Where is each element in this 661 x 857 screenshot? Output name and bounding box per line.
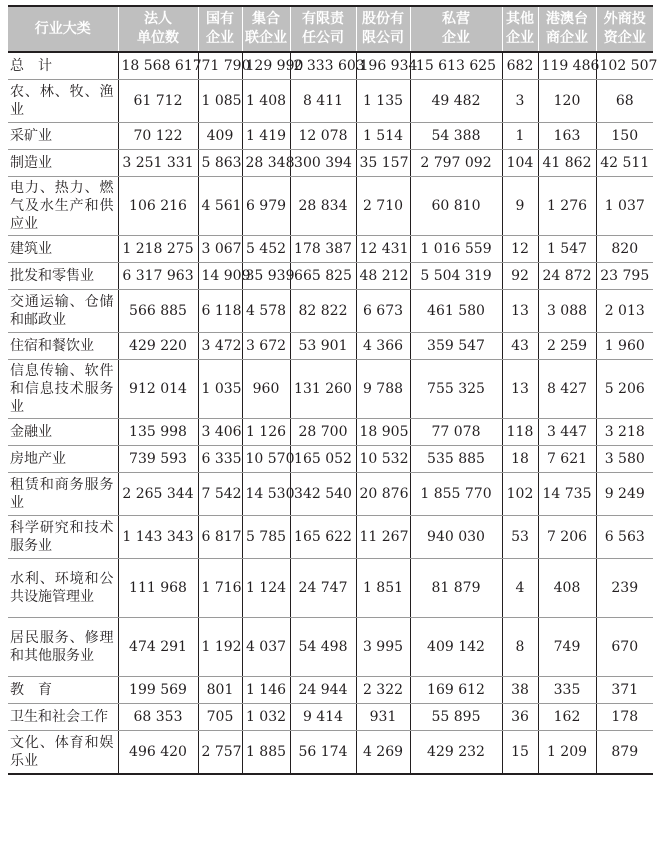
value-cell: 3 088 [538,290,596,333]
industry-name-cell: 水利、环境和公共设施管理业 [8,559,118,618]
industry-name-cell: 居民服务、修理和其他服务业 [8,618,118,677]
value-cell: 24 872 [538,263,596,290]
value-cell: 6 673 [356,290,410,333]
column-header-private [410,6,502,52]
value-cell: 7 206 [538,516,596,559]
value-cell: 749 [538,618,596,677]
value-cell: 178 [596,704,653,731]
value-cell: 6 563 [596,516,653,559]
industry-name-cell: 租赁和商务服务业 [8,473,118,516]
value-cell: 13 [502,290,538,333]
value-cell: 61 712 [118,80,198,123]
value-cell: 879 [596,731,653,775]
header-text-line: 外商投 [603,11,646,27]
value-cell: 2 333 603 [290,52,356,80]
table-row [8,704,653,731]
value-cell: 68 353 [118,704,198,731]
value-cell: 150 [596,123,653,150]
value-cell: 960 [242,360,290,419]
value-cell: 1 037 [596,177,653,236]
value-cell: 54 498 [290,618,356,677]
value-cell: 2 259 [538,333,596,360]
header-text-line: 任公司 [302,30,344,46]
header-text-line: 企业 [506,30,534,46]
header-text-line: 联企业 [245,30,287,46]
value-cell: 70 122 [118,123,198,150]
industry-name-cell: 建筑业 [8,236,118,263]
value-cell: 5 504 319 [410,263,502,290]
value-cell: 7 542 [198,473,242,516]
value-cell: 5 452 [242,236,290,263]
value-cell: 23 795 [596,263,653,290]
header-text-line: 法人 [144,11,172,27]
value-cell: 41 862 [538,150,596,177]
value-cell: 2 757 [198,731,242,775]
table-header [8,6,653,52]
industry-name-cell: 交通运输、仓储和邮政业 [8,290,118,333]
value-cell: 53 901 [290,333,356,360]
value-cell: 670 [596,618,653,677]
header-text-line: 集合 [252,11,280,27]
value-cell: 755 325 [410,360,502,419]
table-row [8,360,653,419]
value-cell: 1 124 [242,559,290,618]
value-cell: 409 142 [410,618,502,677]
value-cell: 682 [502,52,538,80]
value-cell: 1 716 [198,559,242,618]
value-cell: 165 622 [290,516,356,559]
value-cell: 199 569 [118,677,198,704]
value-cell: 1 218 275 [118,236,198,263]
value-cell: 12 431 [356,236,410,263]
value-cell: 71 790 [198,52,242,80]
value-cell: 359 547 [410,333,502,360]
value-cell: 36 [502,704,538,731]
column-header-industry [8,6,118,52]
value-cell: 820 [596,236,653,263]
value-cell: 135 998 [118,419,198,446]
value-cell: 6 118 [198,290,242,333]
value-cell: 42 511 [596,150,653,177]
table-container [8,5,658,775]
value-cell: 1 126 [242,419,290,446]
value-cell: 342 540 [290,473,356,516]
value-cell: 3 067 [198,236,242,263]
value-cell: 24 747 [290,559,356,618]
value-cell: 35 939 [242,263,290,290]
value-cell: 111 968 [118,559,198,618]
table-row [8,123,653,150]
value-cell: 705 [198,704,242,731]
value-cell: 6 979 [242,177,290,236]
value-cell: 77 078 [410,419,502,446]
value-cell: 1 085 [198,80,242,123]
value-cell: 55 895 [410,704,502,731]
value-cell: 38 [502,677,538,704]
value-cell: 3 472 [198,333,242,360]
value-cell: 2 265 344 [118,473,198,516]
value-cell: 535 885 [410,446,502,473]
value-cell: 2 013 [596,290,653,333]
industry-name-cell: 农、林、牧、渔业 [8,80,118,123]
column-header-legal-units [118,6,198,52]
value-cell: 1 192 [198,618,242,677]
value-cell: 566 885 [118,290,198,333]
value-cell: 239 [596,559,653,618]
value-cell: 300 394 [290,150,356,177]
value-cell: 1 143 343 [118,516,198,559]
value-cell: 178 387 [290,236,356,263]
value-cell: 129 990 [242,52,290,80]
header-text-line: 单位数 [137,30,179,46]
column-header-collective [242,6,290,52]
value-cell: 82 822 [290,290,356,333]
column-header-hk-macao-taiwan [538,6,596,52]
value-cell: 35 157 [356,150,410,177]
value-cell: 15 [502,731,538,775]
value-cell: 3 447 [538,419,596,446]
value-cell: 940 030 [410,516,502,559]
value-cell: 28 700 [290,419,356,446]
value-cell: 13 [502,360,538,419]
value-cell: 20 876 [356,473,410,516]
value-cell: 665 825 [290,263,356,290]
table-row [8,618,653,677]
value-cell: 1 035 [198,360,242,419]
value-cell: 9 788 [356,360,410,419]
value-cell: 15 613 625 [410,52,502,80]
header-text-line: 有限责 [302,11,344,27]
table-row [8,446,653,473]
header-text-line: 国有 [206,11,234,27]
value-cell: 68 [596,80,653,123]
value-cell: 4 037 [242,618,290,677]
value-cell: 4 269 [356,731,410,775]
value-cell: 169 612 [410,677,502,704]
value-cell: 461 580 [410,290,502,333]
value-cell: 1 209 [538,731,596,775]
industry-name-cell: 采矿业 [8,123,118,150]
value-cell: 49 482 [410,80,502,123]
industry-name-cell: 教 育 [8,677,118,704]
table-body [8,52,658,774]
value-cell: 3 406 [198,419,242,446]
value-cell: 1 851 [356,559,410,618]
value-cell: 28 348 [242,150,290,177]
value-cell: 1 514 [356,123,410,150]
value-cell: 2 710 [356,177,410,236]
header-text-line: 港澳台 [546,11,588,27]
value-cell: 56 174 [290,731,356,775]
value-cell: 4 561 [198,177,242,236]
value-cell: 9 249 [596,473,653,516]
value-cell: 131 260 [290,360,356,419]
value-cell: 6 317 963 [118,263,198,290]
table-row [8,559,653,618]
header-text-line: 商企业 [546,30,588,46]
value-cell: 8 [502,618,538,677]
value-cell: 912 014 [118,360,198,419]
value-cell: 165 052 [290,446,356,473]
header-text-line: 限公司 [362,30,404,46]
value-cell: 24 944 [290,677,356,704]
value-cell: 48 212 [356,263,410,290]
table-row [8,263,653,290]
column-header-foreign [596,6,653,52]
value-cell: 162 [538,704,596,731]
value-cell: 14 909 [198,263,242,290]
value-cell: 10 532 [356,446,410,473]
table-row [8,80,653,123]
value-cell: 739 593 [118,446,198,473]
industry-name-cell: 制造业 [8,150,118,177]
header-row [8,6,653,52]
value-cell: 81 879 [410,559,502,618]
value-cell: 429 232 [410,731,502,775]
table-row [8,419,653,446]
value-cell: 118 [502,419,538,446]
column-header-limited-liability [290,6,356,52]
table-row [8,52,653,80]
value-cell: 54 388 [410,123,502,150]
value-cell: 4 578 [242,290,290,333]
table-row [8,236,653,263]
value-cell: 6 817 [198,516,242,559]
value-cell: 474 291 [118,618,198,677]
value-cell: 3 251 331 [118,150,198,177]
industry-name-cell: 住宿和餐饮业 [8,333,118,360]
value-cell: 1 960 [596,333,653,360]
value-cell: 1 419 [242,123,290,150]
value-cell: 18 [502,446,538,473]
value-cell: 5 785 [242,516,290,559]
value-cell: 104 [502,150,538,177]
industry-name-cell: 批发和零售业 [8,263,118,290]
value-cell: 120 [538,80,596,123]
value-cell: 12 [502,236,538,263]
value-cell: 43 [502,333,538,360]
industry-name-cell: 总 计 [8,52,118,80]
value-cell: 92 [502,263,538,290]
value-cell: 18 568 617 [118,52,198,80]
table-row [8,290,653,333]
value-cell: 1 885 [242,731,290,775]
value-cell: 11 267 [356,516,410,559]
value-cell: 119 486 [538,52,596,80]
column-header-joint-stock [356,6,410,52]
value-cell: 1 276 [538,177,596,236]
table-row [8,473,653,516]
value-cell: 2 797 092 [410,150,502,177]
industry-name-cell: 科学研究和技术服务业 [8,516,118,559]
industry-name-cell: 房地产业 [8,446,118,473]
value-cell: 409 [198,123,242,150]
header-text-line: 企业 [206,30,234,46]
industry-name-cell: 文化、体育和娱乐业 [8,731,118,775]
industry-name-cell: 信息传输、软件和信息技术服务业 [8,360,118,419]
value-cell: 1 855 770 [410,473,502,516]
value-cell: 801 [198,677,242,704]
value-cell: 9 [502,177,538,236]
value-cell: 102 [502,473,538,516]
header-text-line: 股份有 [362,11,404,27]
header-text-line: 其他 [506,11,534,27]
industry-name-cell: 金融业 [8,419,118,446]
value-cell: 1 146 [242,677,290,704]
value-cell: 53 [502,516,538,559]
value-cell: 12 078 [290,123,356,150]
value-cell: 7 621 [538,446,596,473]
value-cell: 163 [538,123,596,150]
value-cell: 2 322 [356,677,410,704]
value-cell: 5 863 [198,150,242,177]
enterprise-statistics-table [8,5,658,775]
value-cell: 3 580 [596,446,653,473]
value-cell: 10 570 [242,446,290,473]
value-cell: 1 135 [356,80,410,123]
header-text-line: 行业大类 [34,20,91,37]
value-cell: 408 [538,559,596,618]
header-text-line: 资企业 [603,30,646,46]
value-cell: 14 735 [538,473,596,516]
value-cell: 4 [502,559,538,618]
value-cell: 8 427 [538,360,596,419]
value-cell: 1 [502,123,538,150]
value-cell: 8 411 [290,80,356,123]
value-cell: 6 335 [198,446,242,473]
value-cell: 18 905 [356,419,410,446]
table-row [8,150,653,177]
value-cell: 1 016 559 [410,236,502,263]
value-cell: 28 834 [290,177,356,236]
value-cell: 931 [356,704,410,731]
industry-name-cell: 电力、热力、燃气及水生产和供应业 [8,177,118,236]
value-cell: 1 408 [242,80,290,123]
value-cell: 496 420 [118,731,198,775]
value-cell: 371 [596,677,653,704]
header-text-line: 私营 [442,11,470,27]
value-cell: 1 032 [242,704,290,731]
value-cell: 5 206 [596,360,653,419]
column-header-other [502,6,538,52]
value-cell: 4 366 [356,333,410,360]
industry-name-cell: 卫生和社会工作 [8,704,118,731]
value-cell: 3 218 [596,419,653,446]
table-row [8,333,653,360]
table-row [8,731,653,775]
value-cell: 196 934 [356,52,410,80]
value-cell: 1 547 [538,236,596,263]
table-row [8,177,653,236]
value-cell: 429 220 [118,333,198,360]
column-header-state-owned [198,6,242,52]
value-cell: 3 995 [356,618,410,677]
header-text-line: 企业 [442,30,470,46]
table-row [8,516,653,559]
table-row [8,677,653,704]
value-cell: 60 810 [410,177,502,236]
value-cell: 106 216 [118,177,198,236]
value-cell: 14 530 [242,473,290,516]
value-cell: 3 672 [242,333,290,360]
value-cell: 335 [538,677,596,704]
value-cell: 3 [502,80,538,123]
value-cell: 9 414 [290,704,356,731]
value-cell: 102 507 [596,52,653,80]
